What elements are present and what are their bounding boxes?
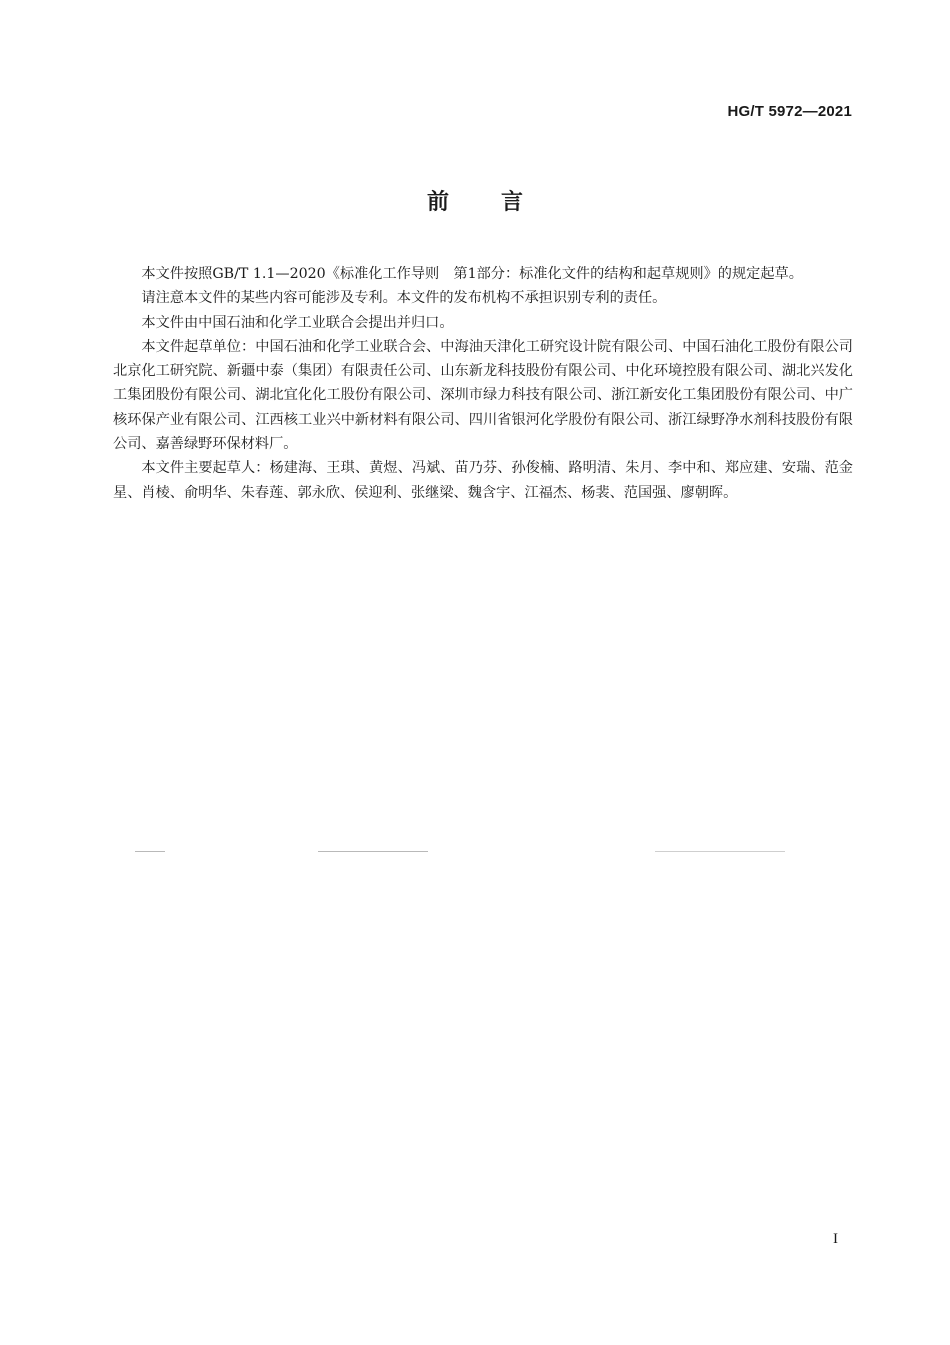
scan-artifact-line-3	[655, 851, 785, 852]
page-title-char-2: 言	[501, 190, 524, 215]
page-title-char-1: 前	[426, 190, 449, 215]
scan-artifact-line-2	[318, 851, 428, 852]
paragraph-drafting-units: 本文件起草单位：中国石油和化学工业联合会、中海油天津化工研究设计院有限公司、中国石油化工股份有限公司北京化工研究院、新疆中泰（集团）有限责任公司、山东新龙科技股份有限公司、中化环境控股有限公司、湖北兴发化工集团股份有限公司、湖北宜化化工股份有限公司、深圳市绿力科技有限公司、浙江新安化工集团股份有限公司、中广核环保产业有限公司、江西核工业兴中新材料有限公司、四川省银河化学股份有限公司、浙江绿野净水剂科技股份有限公司、嘉善绿野环保材料厂。	[113, 338, 853, 453]
standard-code: HG/T 5972—2021	[727, 103, 852, 120]
scan-artifact-line-1	[135, 851, 165, 852]
paragraph-patent-notice: 请注意本文件的某些内容可能涉及专利。本文件的发布机构不承担识别专利的责任。	[141, 290, 667, 307]
paragraph-proposer: 本文件由中国石油和化学工业联合会提出并归口。	[141, 314, 454, 331]
foreword-body	[113, 262, 853, 505]
page-title	[0, 185, 950, 216]
paragraph-drafting-rules: 本文件按照GB/T 1.1—2020《标准化工作导则 第1部分：标准化文件的结构和起草规则》的规定起草。	[141, 266, 803, 282]
page-number: I	[833, 1231, 838, 1247]
paragraph-drafters: 本文件主要起草人：杨建海、王琪、黄煜、冯斌、苗乃芬、孙俊楠、路明清、朱月、李中和、郑应建、安瑞、范金星、肖棱、俞明华、朱春莲、郭永欣、侯迎利、张继梁、魏含宇、江福杰、杨裴、范国强、廖朝晖。	[113, 460, 853, 501]
